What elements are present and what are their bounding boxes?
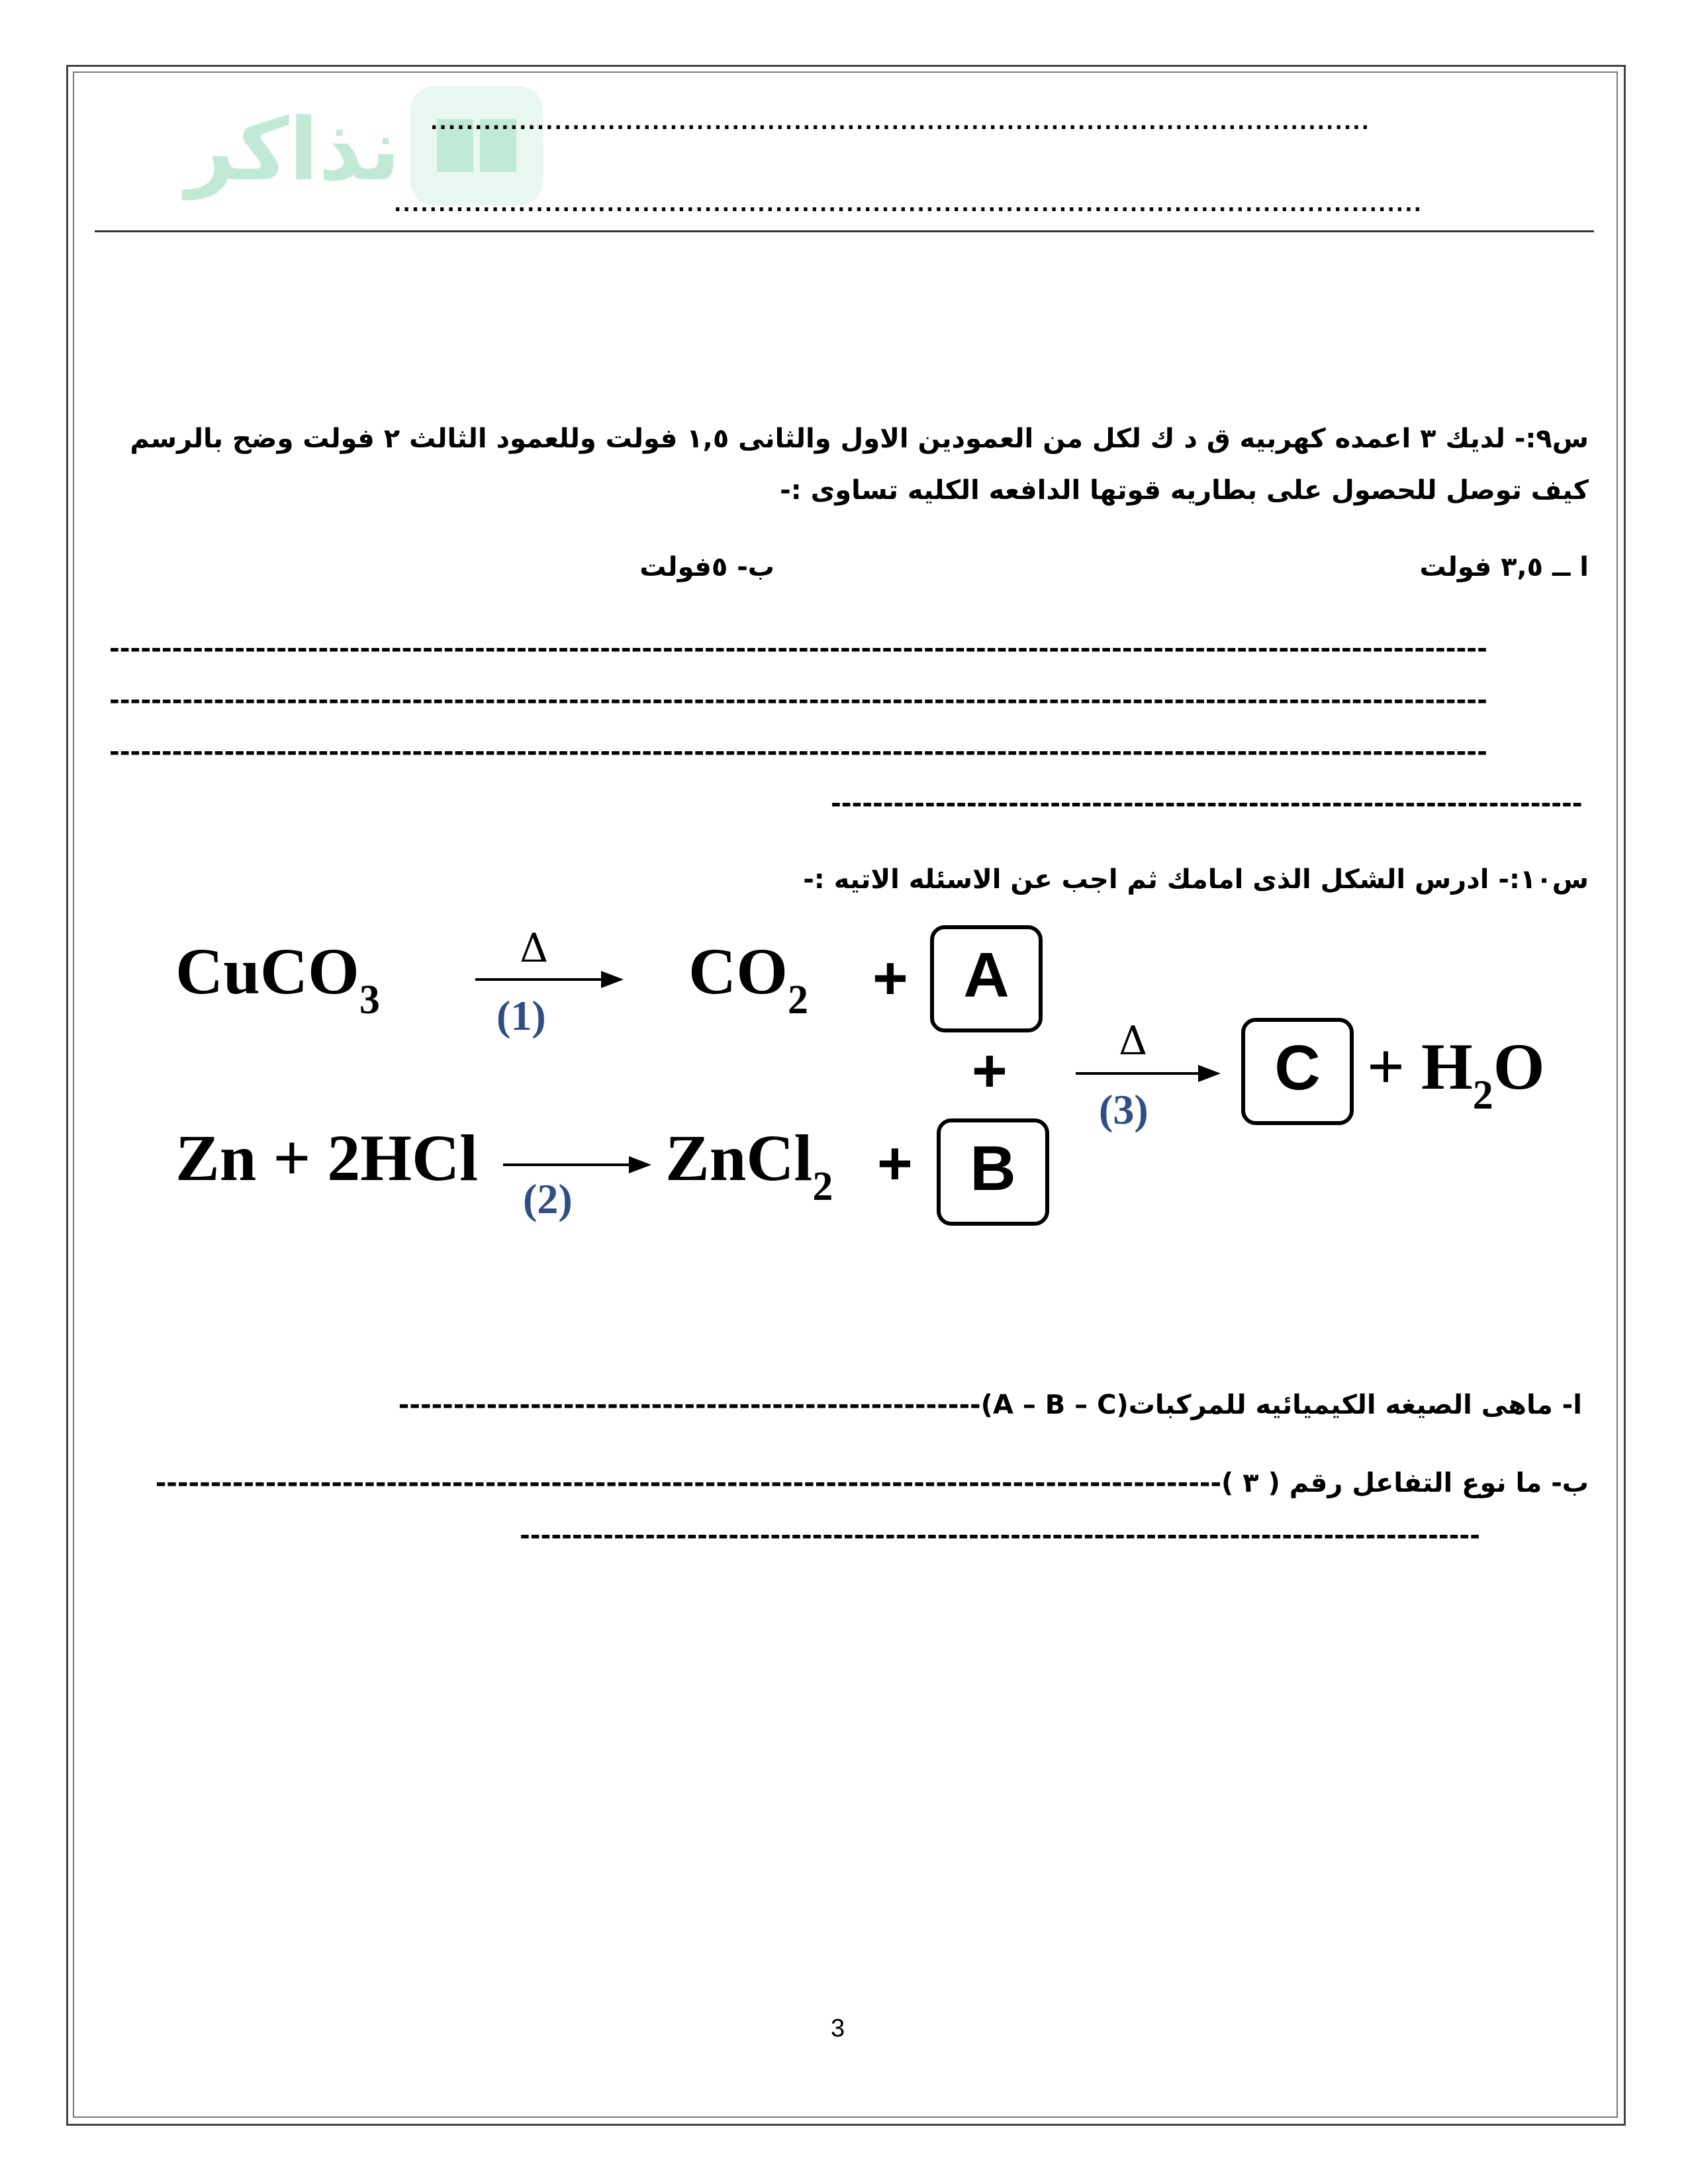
- box-a: A: [930, 925, 1043, 1032]
- answer-line-2: ------------------------------------------------------------------------------------------------------------------------------------: [109, 686, 1487, 715]
- answer-line-4: ------------------------------------------------------------------------: [831, 789, 1583, 818]
- r2-product: ZnCl$_2$: [665, 1121, 833, 1209]
- r3-water: + $H_2O$: [1367, 1030, 1545, 1118]
- q10-intro: س١٠:- ادرس الشكل الذى امامك ثم اجب عن الاسئله الاتيه :-: [803, 864, 1589, 895]
- arrow-2: [503, 1163, 642, 1166]
- q9-option-b: ب- ٥فولت: [639, 552, 774, 582]
- header-dots-2: ....................................................................................................................: [394, 193, 1423, 216]
- reaction-label-2: (2): [523, 1175, 573, 1222]
- box-b: B: [937, 1118, 1049, 1226]
- answer-line-1: ------------------------------------------------------------------------------------------------------------------------------------: [109, 634, 1487, 663]
- delta-1: Δ: [520, 925, 549, 972]
- box-c: C: [1241, 1018, 1354, 1125]
- q10-part-b: ب- ما نوع التفاعل رقم ( ٣ )-------------------------------------------------------------------------------------------------: [155, 1468, 1589, 1498]
- header-divider: [95, 230, 1594, 232]
- r2-reactant: Zn + 2HCl: [175, 1121, 479, 1195]
- q9-option-a: ا ــ ٣,٥ فولت: [1419, 552, 1589, 582]
- header-dots-1: ..........................................................................................................: [430, 111, 1371, 134]
- r1-reactant: CuCO$_3$: [175, 934, 380, 1023]
- q10-part-b-continue: --------------------------------------------------------------------------------------------: [520, 1521, 1480, 1550]
- arrow-1: [475, 978, 614, 981]
- plus-1: +: [872, 944, 908, 1012]
- answer-line-3: ------------------------------------------------------------------------------------------------------------------------------------: [109, 737, 1487, 766]
- delta-3: Δ: [1119, 1018, 1148, 1064]
- reaction-label-3: (3): [1099, 1086, 1149, 1133]
- q9-line-2: كيف توصل للحصول على بطاريه قوتها الدافعه الكليه تساوى :-: [780, 475, 1589, 506]
- plus-ab: +: [972, 1037, 1008, 1105]
- plus-2: +: [877, 1130, 913, 1197]
- r1-product: $CO_2$: [688, 934, 808, 1023]
- reaction-label-1: (1): [496, 992, 546, 1039]
- q9-line-1: س٩:- لديك ٣ اعمده كهربيه ق د ك لكل من العمودين الاول والثانى ١,٥ فولت وللعمود الثالث ٢ فولت وضح بالرسم: [130, 424, 1589, 454]
- q10-part-a: ا- ماهى الصيغه الكيميائيه للمركبات(A – B – C)-----------------------------------------------------: [398, 1390, 1582, 1420]
- page-number: 3: [831, 2015, 845, 2042]
- arrow-3: [1076, 1072, 1211, 1075]
- logo-text: نذاكر: [185, 99, 400, 200]
